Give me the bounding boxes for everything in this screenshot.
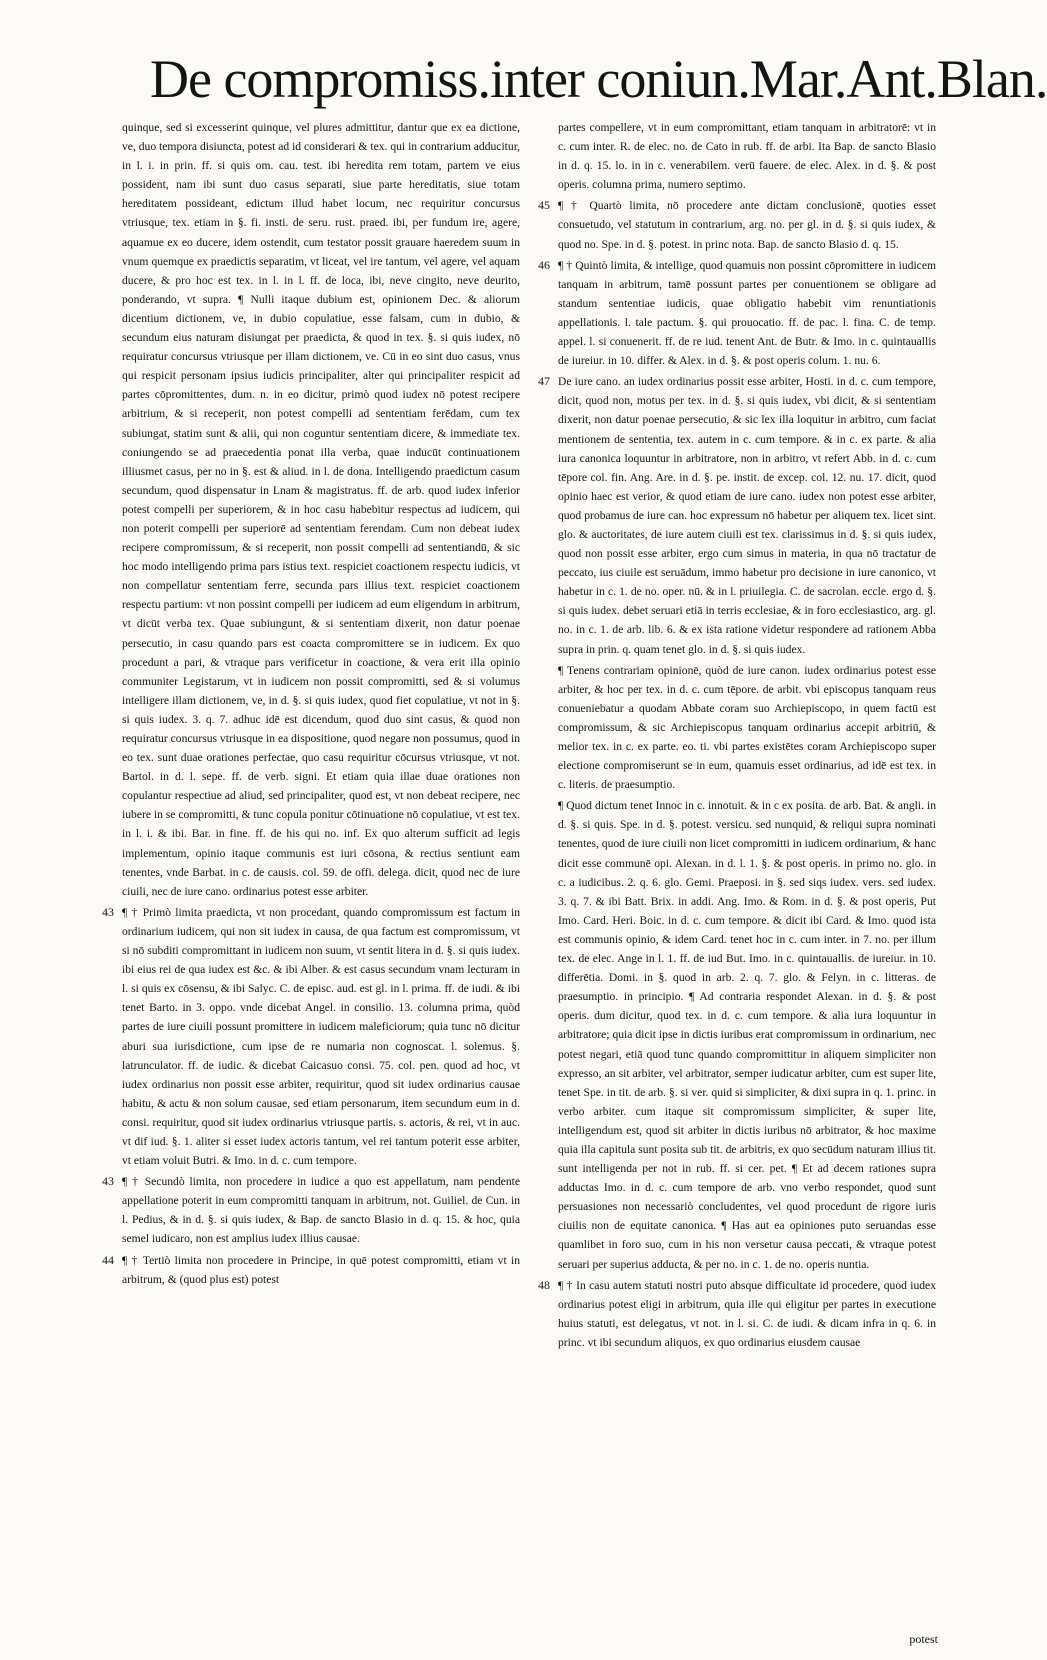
paragraph [122,118,520,901]
paragraph-text: ¶ † Secundò limita, non procedere in iudice a quo est appellatum, nam pendente appellatione poterit in eum compromitti tanquam in arbitrum, not. Guiliel. de Cun. in l. Pedius, & in d. §. si quis iudex, & Bap. de sancto Blasio in d. q. 15. & hoc, quia semel iudicaro, non est amplius iudex illius causae. [122,1175,520,1246]
paragraph [558,796,936,1273]
paragraph-text: ¶ † Quartò limita, nō procedere ante dictam conclusionē, quoties esset consuetudo, vel statutum in contrarium, arg. no. per gl. in d. §. si quis iudex, & quod no. Spe. in d. §. potest. in princ nota. Bap. de sancto Blasio d. q. 15. [558,199,936,251]
paragraph-number: 43 [102,904,114,919]
paragraph [558,661,936,795]
paragraph-text: partes compellere, vt in eum compromittant, etiam tanquam in arbitratorē: vt in c. cum inter. R. de elec. no. de Cato in rub. ff. de arbi. Ita Bap. de sancto Blasio in d. q. 15. lo. in in c. venerabilem. verū fauere. de elec. Alex. in d. §. & post operis. columna prima, numero septimo. [558,121,936,192]
paragraph [102,903,520,1170]
paragraph-text: ¶ † Tertiò limita non procedere in Principe, in quē potest compromitti, etiam vt in arbitrum, & (quod plus est) potest [122,1253,520,1286]
catchword: potest [909,1632,938,1646]
right-column [538,118,936,1628]
paragraph-number: 44 [102,1252,114,1267]
paragraph-number: 45 [538,198,550,213]
paragraph-text: ¶ † In casu autem statuti nostri puto absque difficultate id procedere, quod iudex ordinarius potest eligi in arbitrum, quia ille qui eligitur per partes in executione huius statuti, est delegatus, vt not. in l. si. C. de iudi. & dicam infra in q. 6. in princ. vt ibi secundum aliquos, ex quo ordinarius eiusdem causae [558,1278,936,1349]
paragraph-text: ¶ Quod dictum tenet Innoc in c. innotuit. & in c ex posita. de arb. Bat. & angli. in d. §. si quis. Spe. in d. §. potest. versicu. sed nunquid, & reliqui supra nominati tenentes, quod de iure ciuili non licet compromitti in iudicem ordinarium, & hanc dicit esse communē opi. Alexan. in d. l. 1. §. & post operis. in primo no. glo. in c. a iudicibus. 2. q. 6. glo. Gemi. Praeposi. in §. sed siqs iudex. vers. sed iudex. 3. q. 7. & ibi Batt. Brix. in addi. Ang. Imo. & Rom. in d. §. & post operis, Put Imo. Card. Heri. Boic. in d. c. cum tempore. & dicit ibi Card. & Imo. quod ista est communis opinio, & idem Card. tenet hoc in c. cum inter. in 7. no. per illum tex. de elec. Ange in l. 1. ff. de iud But. Imo. in c. quintauallis. de iureiur. in 10. differētia. Domi. in §. quod in arb. 2. q. 7. glo. & Felyn. in c. litteras. de praesumptio. in principio. ¶ Ad contraria respondet Alexan. in d. §. & post operis. dum dicitur, quod tex. in d. c. cum tempore. & alia iura loquuntur in arbitratore; quia dicit ipse in dictis iuribus erat compromissum in ordinarium, nec potest negari, etiā quod tunc quando compromittitur in aliquem simpliciter non expresso, an sit arbiter, vel arbitrator, semper iudicatur arbiter, cum est super lite, tenet Spe. in tit. de arb. §. si ver. quid si simpliciter, & dixi supra in q. 1. princ. in verbo arbiter. cum itaque sit compromissum simpliciter, & super lite, intelligendum est, quod sit arbiter in dictis iuribus nō arbitrator, & hoc maxime quia illa capitula sunt posita sub tit. de arbitris, ex quo secūdum naturam illius tit. sunt intelligenda per not in rub. ff. si cer. pet. ¶ Et ad decem rationes supra adductas Imo. in d. c. cum tempore de arb. vno verbo respondet, quod sunt persuasiones non necessariò concludentes, vel quod procedunt de rigore iuris ciuilis non de equitate canonica. ¶ Has aut ea opiniones puto seruandas esse quamlibet in foro suo, cum in his non versetur causa peccati, & vtraque potest seruari per superius adducta, & per no. in c. 1. de no. operis nuntia. [558,799,936,1271]
paragraph [538,256,936,371]
paragraph-number: 47 [538,374,550,389]
paragraph-text: ¶ † Quintò limita, & intellige, quod quamuis non possint cōpromittere in iudicem tanquam in arbitrum, tamē possunt partes per conuentionem se obligare ad standum sententiae iudicis, quae obligatio habebit vim renuntiationis appellationis. l. tale pactum. §. qui prouocatio. ff. de pac. l. fina. C. de temp. appel. l. si conuenerit. ff. de re iud. tenent Ant. de Butr. & Imo. in c. quintauallis de iureiur. in 10. differ. & Alex. in d. §. & post operis colum. 1. nu. 6. [558,258,936,368]
paragraph [538,196,936,253]
paragraph-text: quinque, sed si excesserint quinque, vel plures admittitur, dantur que ex ea dictione, ve, duo tempora disiuncta, potest ad id considerari & tex. qui in contrarium adducitur, in l. i. in prin. ff. si quis om. cau. test. ibi heredita rem totam, partem ve eius possident, nam ibi sunt duo casus separati, siue parte hereditatis, siue totam hereditatem possideant, edictum illud habet locum, nec requiritur concursus vtriusque, tex. etiam in §. fi. insti. de seru. rust. praed. ibi, per fundum ire, agere, aquamue ex eo ducere, idem ostendit, cum testator possit grauare haeredem suum in vnum quemque ex praedictis separatim, vt liceat, vel ire tantum, vel agere, vel aquam ducere, & pro hoc est tex. in l. in l. ff. de loca, ibi, neve cingito, neve deurito, ponderando, vt supra. ¶ Nulli itaque dubium est, opinionem Dec. & aliorum dicentium dictionem, ve, in dubio copulatiue, esse falsam, cum in dubio, & secundum eius naturam disiungat per praedicta, & quod in tex. §. si quis iudex, nō requiratur concursus vtriusque per illam dictionem, ve. Cū in eo sint duo casus, vnus qui respicit personam ipsius iudicis principaliter, alter qui principaliter respicit ad partes cōpromittentes, dum. n. in eo dicitur, primò quod iudex nō potest recipere arbitrium, & si receperit, non potest compelli ad sententiam ferēdam, cum tex subiungat, statim sunt & alii, qui non coguntur sententiam dicere, & immediate tex. coniungendo se ad praecedentia ponat illa verba, quae inducūt continuationem illiusmet casus, per no in §. est & aliud. in l. de dona. Intelligendo praedictum casum secundum, quod dispensatur in Lnam & magistratus. ff. de arb. quod iudex inferior potest compelli per superiorem, & in hoc casu habebitur respectus ad iudicem, qui non poterit compelli per superiorē ad sententiam ferendam. Cum non debeat iudex recipere compromissum, & si receperit, non possit compelli ad sententiandū, & sic hoc modo intelligendo prima pars istius text. respiciet coactionem respectu iudicis, vt non compellatur sententiam ferre, secunda pars illius text. respiciet coactionem respectu partium: vt non possint compelli per iudicem ad eum eligendum in arbitrum, vt dicūt verba tex. Quae subiungunt, & si sententiam dixerit, non datur poenae persecutio, in casu quando pars est coacta compromittere se in iudicem. Ex quo procedunt a pari, & vtraque pars verificetur in coactione, & vera erit illa opinio communiter Legistarum, vt in iudicem non possit compromitti, sed & si volumus intelligere illam dictionem, ve, in d. §. si quis iudex, quod fiet copulatiue, vt not in §. si quis iudex. 3. q. 7. adhuc idē est dicendum, quod duo sint casus, & quod non requiratur concursus vtriusque in ea dispositione, quod negare non possumus, quod in eo tex. sunt duae orationes perfectae, quo casu requiritur cōcursus vtriusque, vt not. Bartol. in d. l. sepe. ff. de verb. signi. Et etiam quia illae duae orationes non copulantur respectiue ad aliud, sed principaliter, quod est, vt non debeat recipere, nec iubere in se compromitti, & tunc copula ponitur cōtinuatione nō copulatiue, vt est tex. in l. i. & ibi. Bar. in fine. ff. de his qui no. inf. Ex quo alterum sufficit ad legis implementum, opinio itaque communis est iuri cōsona, & rectius sentiunt eam tenentes, vnde Barbat. in c. de causis. col. 59. de offi. delega. dicit, quod nec de iure ciuili, nec de iure cano. ordinarius potest esse arbiter. [122,121,520,898]
paragraph [102,1251,520,1289]
paragraph-text: ¶ Tenens contrariam opinionē, quòd de iure canon. iudex ordinarius potest esse arbiter, & hoc per tex. in d. c. cum tēpore. de arbit. vbi episcopus tanquam reus conueniebatur a quodam Abbate coram suo Archiepiscopo, in quem factū est compromissum, & sic Archiepiscopus tanquam ordinarius accepit arbitriū, & melior tex. in c. ex parte. eo. ti. vbi partes existētes coram Archiepiscopo super electione compromiserunt se in eum, quamuis esset ordinarius, ad idē est tex. in c. literis. de praesumptio. [558,663,936,792]
running-header: De compromiss.inter coniun.Mar.Ant.Blan. [150,49,1047,109]
paragraph-number: 48 [538,1277,550,1292]
paragraph [102,1172,520,1248]
left-column [102,118,520,1628]
paragraph-text: ¶ † Primò limita praedicta, vt non procedant, quando compromissum est factum in ordinarium iudicem, qui non sit iudex in causa, de qua factum est compromissum, vt si nō subditi compromittant in iudicem non suum, vt sentit litera in d. §. si quis iudex. ibi eius rei de qua iudex est &c. & ibi Alber. & est casus secundum vnam lecturam in l. si quis ex cōsensu, & ibi Salyc. C. de episc. aud. est gl. in l. prima. ff. de iudi. & ibi tenet Barto. in 3. oppo. vnde dicebat Angel. in consilio. 13. columna prima, quòd partes de iure ciuili possunt promittere in iudicem maleficiorum; quia tunc nō dicitur aburi sua iurisdictione, cum ipse de re numaria non cognoscat. l. solemus. §. latrunculator. ff. de iudic. & dicebat Caicasuo consi. 75. col. pen. quod ad hoc, vt iudex ordinarius non possit esse arbiter, requiritur, quod sit iudex ordinarius causae habitu, & actu & non solum causae, sed etiam personarum, item secundum eum in d. consi. requiritur, quod sit iudex ordinarius vtriusque partis. s. actoris, & rei, vt in auc. vt dif iud. §. 1. aliter si esset iudex actoris tantum, vel rei tantum poterit esse arbiter, vt etiam voluit Butri. & Imo. in d. c. cum tempore. [122,905,520,1168]
paragraph-number: 43 [102,1174,114,1189]
paragraph [558,118,936,194]
paragraph-text: De iure cano. an iudex ordinarius possit esse arbiter, Hosti. in d. c. cum tempore, dicit, quod non, motus per tex. in d. §. si quis iudex, vbi dicit, & si sententiam dixerit, non datur poenae persecutio, & sic lex illa loquitur in arbitro, cum faciat mentionem de sententia, tex. autem in c. cum tempore. & in c. ex parte. & alia iura canonica loquuntur in arbitratore, non in arbitro, vt refert Abb. in d. c. cum tēpore col. fin. Ang. Are. in d. §. pe. instit. de excep. col. 12. nu. 17. dicit, quod opinio haec est verior, & quod etiam de iure cano. iudex non potest esse arbiter, quod probamus de iure can. hoc expressum nō habetur per aliquem tex. licet sint. glo. & auctoritates, de iure autem ciuili est tex. clarissimus in d. §. si quis iudex, quod non possit esse arbiter, ergo cum simus in materia, in qua nō tractatur de peccato, ius ciuile est seruādum, immo habetur pro decisione in iure canonico, vt habetur in c. 1. de no. oper. nū. & in l. priuilegia. C. de sacrolan. eccle. ergo d. §. si quis iudex. debet seruari etiā in terris ecclesiae, & in foro ecclesiastico, arg. gl. no. in c. 1. de arb. lib. 6. & ex ista ratione videtur respondere ad rationem Abba supra in prin. q. quam tenet glo. in d. §. si quis iudex. [558,375,936,656]
paragraph [538,372,936,658]
paragraph [538,1276,936,1352]
paragraph-number: 46 [538,257,550,272]
